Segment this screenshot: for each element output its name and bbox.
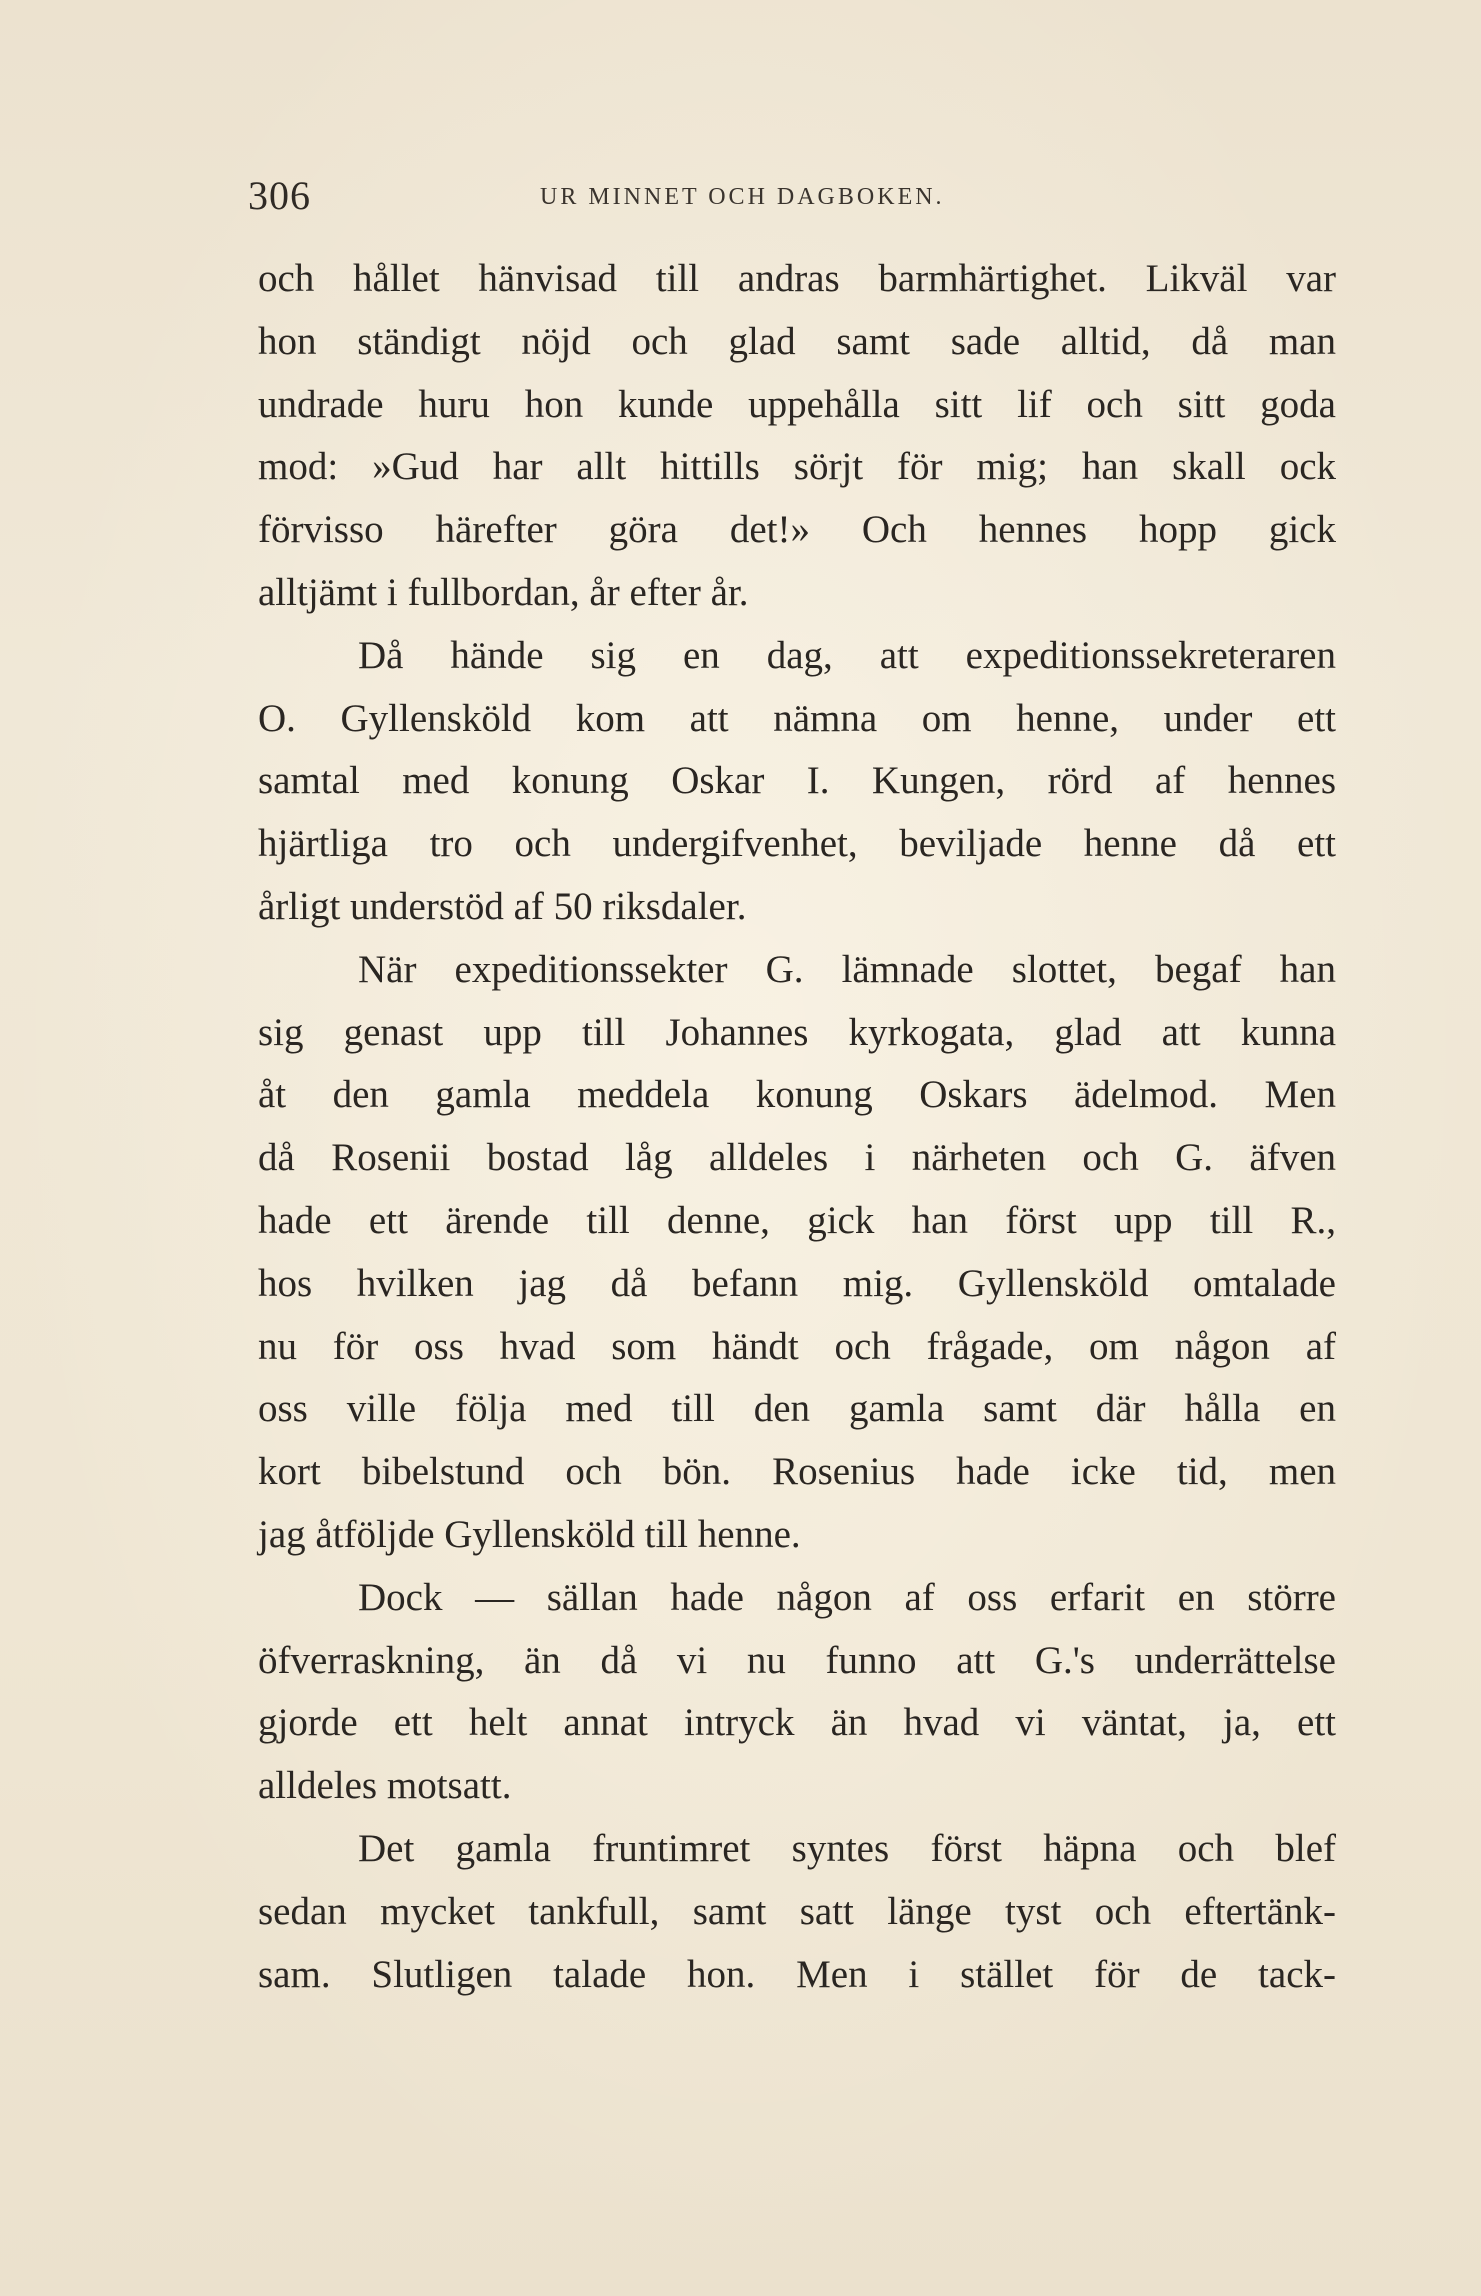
text-line: Då hände sig en dag, att expeditionssekreteraren: [358, 633, 1336, 677]
text-line: hos hvilken jag då befann mig. Gyllensköld omtalade: [258, 1261, 1336, 1305]
running-head: UR MINNET OCH DAGBOKEN.: [540, 184, 945, 210]
text-line: sig genast upp till Johannes kyrkogata, glad att kunna: [258, 1010, 1336, 1054]
text-line: samtal med konung Oskar I. Kungen, rörd af hennes: [258, 759, 1336, 803]
text-line: sedan mycket tankfull, samt satt länge tyst och eftertänk-: [258, 1889, 1336, 1933]
body-text: [258, 248, 1336, 2006]
text-line: hon ständigt nöjd och glad samt sade alltid, då man: [258, 319, 1336, 363]
text-line: nu för oss hvad som händt och frågade, om någon af: [258, 1324, 1336, 1368]
text-line: O. Gyllensköld kom att nämna om henne, under ett: [258, 696, 1336, 740]
text-line: kort bibelstund och bön. Rosenius hade icke tid, men: [258, 1450, 1336, 1494]
text-line: När expeditionssekter G. lämnade slottet, begaf han: [358, 947, 1336, 991]
page-header: [248, 172, 1338, 232]
text-line: sam. Slutligen talade hon. Men i stället för de tack-: [258, 1952, 1336, 1996]
text-line: mod: »Gud har allt hittills sörjt för mig; han skall ock: [258, 445, 1336, 489]
text-line: jag åtföljde Gyllensköld till henne.: [258, 1512, 801, 1556]
text-line: och hållet hänvisad till andras barmhärtighet. Likväl var: [258, 257, 1336, 300]
text-line: då Rosenii bostad låg alldeles i närheten och G. äfven: [258, 1136, 1336, 1180]
text-line: öfverraskning, än då vi nu funno att G.'s underrättelse: [258, 1638, 1336, 1682]
text-line: förvisso härefter göra det!» Och hennes hopp gick: [258, 508, 1336, 552]
text-line: oss ville följa med till den gamla samt där hålla en: [258, 1387, 1336, 1431]
text-line: alldeles motsatt.: [258, 1764, 512, 1808]
text-line: undrade huru hon kunde uppehålla sitt lif och sitt goda: [258, 382, 1336, 426]
page-number: 306: [248, 173, 311, 218]
text-line: hjärtliga tro och undergifvenhet, beviljade henne då ett: [258, 822, 1336, 866]
text-line: gjorde ett helt annat intryck än hvad vi väntat, ja, ett: [258, 1701, 1336, 1745]
text-line: åt den gamla meddela konung Oskars ädelmod. Men: [258, 1073, 1336, 1117]
text-line: alltjämt i fullbordan, år efter år.: [258, 570, 749, 614]
text-line: årligt understöd af 50 riksdaler.: [258, 884, 747, 928]
text-line: hade ett ärende till denne, gick han först upp till R.,: [258, 1198, 1336, 1242]
text-line: Det gamla fruntimret syntes först häpna och blef: [358, 1826, 1336, 1870]
text-line: Dock — sällan hade någon af oss erfarit en större: [358, 1575, 1336, 1619]
